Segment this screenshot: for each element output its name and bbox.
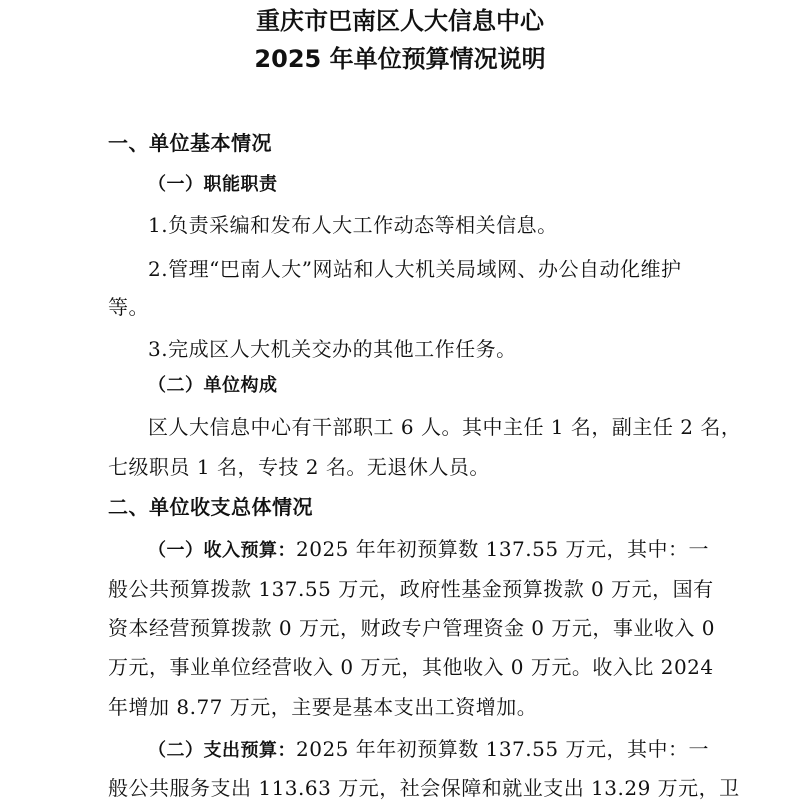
document-title-line2: 2025 年单位预算情况说明 — [254, 45, 546, 73]
expense-paragraph-line1 — [148, 736, 748, 764]
document-title-line1: 重庆市巴南区人大信息中心 — [256, 7, 544, 35]
expense-paragraph-line2: 般公共服务支出 113.63 万元，社会保障和就业支出 13.29 万元，卫 — [108, 776, 740, 800]
function-item-3: 3.完成区人大机关交办的其他工作任务。 — [148, 337, 517, 361]
subsection-heading-functions: （一）职能职责 — [148, 174, 278, 195]
income-paragraph-line5: 年增加 8.77 万元，主要是基本支出工资增加。 — [108, 695, 538, 719]
section-heading-budget-overview: 二、单位收支总体情况 — [108, 495, 313, 519]
subsection-heading-composition: （二）单位构成 — [148, 375, 278, 396]
income-paragraph-line1 — [148, 536, 748, 564]
function-item-2-line1: 2.管理“巴南人大”网站和人大机关局域网、办公自动化维护 — [148, 257, 682, 281]
income-label: （一）收入预算： — [148, 540, 296, 561]
function-item-1: 1.负责采编和发布人大工作动态等相关信息。 — [148, 213, 558, 237]
staff-paragraph-line2: 七级职员 1 名，专技 2 名。无退休人员。 — [108, 455, 490, 479]
income-paragraph-line3: 资本经营预算拨款 0 万元，财政专户管理资金 0 万元，事业收入 0 — [108, 616, 715, 640]
expense-label: （二）支出预算： — [148, 740, 296, 761]
income-line1-text: 2025 年年初预算数 137.55 万元，其中：一 — [296, 537, 709, 561]
function-item-2-line2: 等。 — [108, 295, 149, 319]
expense-line1-text: 2025 年年初预算数 137.55 万元，其中：一 — [296, 737, 709, 761]
income-paragraph-line2: 般公共预算拨款 137.55 万元，政府性基金预算拨款 0 万元，国有 — [108, 577, 714, 601]
section-heading-basic-info: 一、单位基本情况 — [108, 131, 272, 155]
staff-paragraph-line1: 区人大信息中心有干部职工 6 人。其中主任 1 名，副主任 2 名， — [148, 415, 742, 439]
income-paragraph-line4: 万元，事业单位经营收入 0 万元，其他收入 0 万元。收入比 2024 — [108, 655, 714, 679]
